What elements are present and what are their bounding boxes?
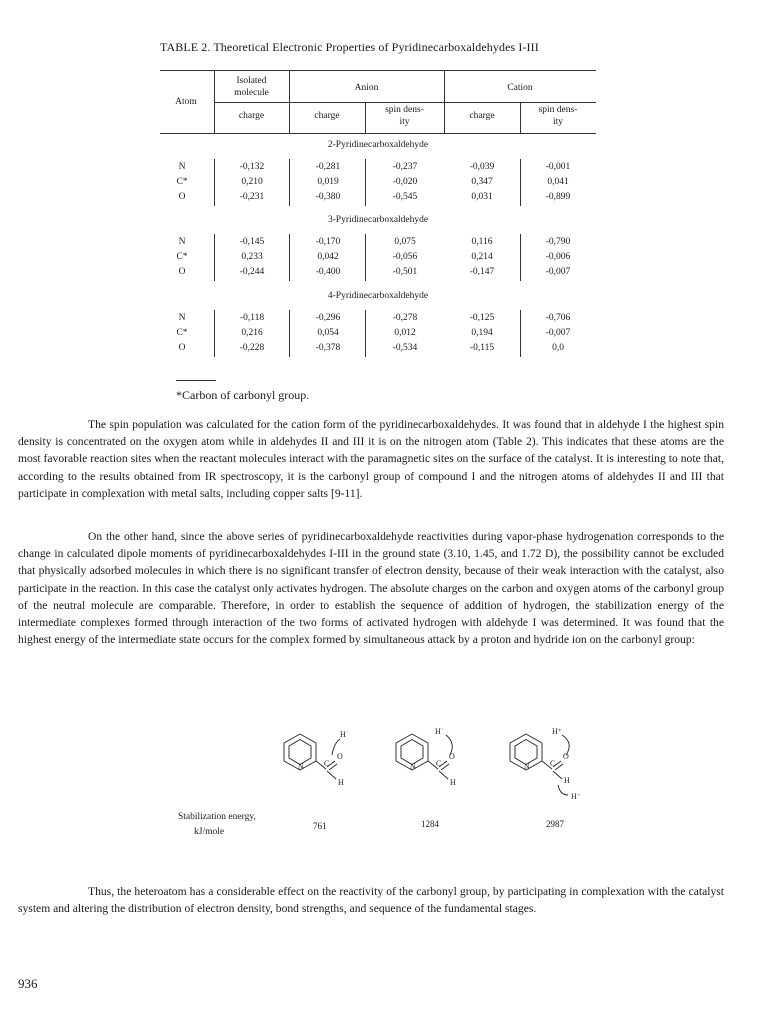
footnote-rule [176,380,216,381]
atom-label: O [178,343,186,353]
atom-label: C* [176,328,188,338]
atom-label: N [178,237,186,247]
atom-c-2: C [436,759,442,768]
cell-value: 0,012 [394,328,416,338]
cell-value: -0,400 [315,267,341,277]
atom-label: N [178,313,186,323]
cell-value: -0,231 [239,192,265,202]
c-h-bond-1 [327,771,336,779]
cell-value: -0,145 [239,237,265,247]
cell-value: -0,501 [392,267,418,277]
header-anion: Anion [354,83,379,93]
cell-value: -0,118 [239,313,265,323]
cell-value: -0,278 [392,313,418,323]
structure-2 [396,734,452,779]
table-caption: TABLE 2. Theoretical Electronic Properties of Pyridinecarboxaldehydes I-III [160,40,539,54]
row-divider [365,234,366,281]
header-mid-rule [214,102,596,103]
cell-value: 0,210 [241,177,263,187]
cell-value: -0,147 [469,267,495,277]
cell-value: -0,790 [545,237,571,247]
atom-label: C* [176,252,188,262]
cell-value: -0,237 [392,162,418,172]
aromatic-inner-ring-1 [289,740,311,765]
atom-h-3: H [564,776,570,785]
paragraph-conclusion: Thus, the heteroatom has a considerable effect on the reactivity of the carbonyl group, by participating in complexation with the catalyst system and altering the distribution of electron density, bond strengths, and sequence of the fundamental stages. [18,885,724,916]
cell-value: -0,056 [392,252,418,262]
cell-value: -0,244 [239,267,265,277]
stabilization-energy-label [178,810,256,840]
header-anion-spin-line1: spin dens- [385,105,424,115]
atom-o-1: O [337,752,343,761]
paragraph-spin-population: The spin population was calculated for the cation form of the pyridinecarboxaldehydes. It was found that in aldehyde I the highest spin density is concentrated on the oxygen atom while in aldehydes II and III it is on the nitrogen atom (Table 2). This indicates that these atoms are the most favorable reaction sites when the reactant molecules interact with the paramagnetic sites on the surface of the catalyst. It is interesting to note that, according to the results obtained from IR spectroscopy, it is the carbonyl group of compound I and the nitrogen atoms of aldehydes II and III that participate in complexation with metal salts, including copper salts [9-11]. [18,418,724,500]
cell-value: 0,194 [471,328,493,338]
structure-3 [510,734,569,795]
atom-label: O [178,267,186,277]
header-cation-spin-line2: ity [552,117,564,127]
cell-value: -0,001 [545,162,571,172]
reaction-scheme [270,725,600,805]
cell-value: 0,116 [471,237,493,247]
atom-c-1: C [324,759,330,768]
structure-1 [284,734,340,779]
row-divider [214,234,215,281]
cell-value: -0,534 [392,343,418,353]
cell-value: 0,0 [552,343,564,353]
table-footnote: *Carbon of carbonyl group. [176,388,310,402]
page-number: 936 [18,976,38,991]
cell-value: -0,125 [469,313,495,323]
cell-value: -0,380 [315,192,341,202]
header-isolated-line1: Isolated [236,76,267,86]
cell-value: -0,007 [545,328,571,338]
cell-value: 0,347 [471,177,493,187]
atom-o-3: O [563,752,569,761]
aromatic-inner-ring-3 [515,740,537,765]
atom-h-radical-2: H˙ [435,727,444,736]
row-divider [365,310,366,357]
row-divider [289,159,290,206]
section-title-2-pyridine: 2-Pyridinecarboxaldehyde [327,140,429,150]
cell-value: 0,216 [241,328,263,338]
atom-h-proton-3: H⁺ [552,727,562,736]
atom-c-3: C [550,759,556,768]
attack-arrow-hydride [558,785,568,795]
header-atom: Atom [175,97,197,107]
section-title-4-pyridine: 4-Pyridinecarboxaldehyde [327,291,429,301]
cell-value: -0,006 [545,252,571,262]
cell-value: -0,228 [239,343,265,353]
aromatic-inner-ring-2 [401,740,423,765]
cell-value: -0,899 [545,192,571,202]
atom-h-1: H [338,778,344,787]
stabilization-label-line2: kJ/mole [194,827,225,837]
table-top-rule [160,70,596,71]
row-divider [520,310,521,357]
row-divider [365,159,366,206]
c-h-bond-2 [439,771,448,779]
header-anion-charge: charge [314,111,340,121]
header-isolated-charge: charge [238,111,265,121]
row-divider [289,310,290,357]
cell-value: -0,545 [392,192,418,202]
header-bottom-rule [160,133,596,134]
cell-value: 0,214 [471,252,493,262]
cell-value: -0,281 [315,162,341,172]
cell-value: -0,170 [315,237,341,247]
c-h-bond-3 [553,771,562,779]
row-divider [214,159,215,206]
atom-n-3: N [524,762,530,771]
cell-value: -0,115 [469,343,495,353]
cell-value: -0,020 [392,177,418,187]
cell-value: 0,031 [471,192,493,202]
cell-value: -0,039 [469,162,495,172]
header-cation: Cation [507,83,533,93]
header-anion-spin-line2: ity [399,117,410,127]
atom-n-1: N [298,762,304,771]
atom-label: C* [176,177,188,187]
header-divider-3 [444,70,445,133]
atom-h-2: H [450,778,456,787]
header-divider-2 [289,70,290,133]
row-divider [289,234,290,281]
row-divider [214,310,215,357]
atom-label: N [178,162,186,172]
atom-n-2: N [410,762,416,771]
cell-value: 0,233 [241,252,263,262]
section-title-3-pyridine: 3-Pyridinecarboxaldehyde [327,215,429,225]
header-cation-spin-line1: spin dens- [538,105,578,115]
energy-value-1: 761 [313,821,327,831]
cell-value: 0,042 [317,252,339,262]
cell-value: -0,296 [315,313,341,323]
stabilization-label-line1: Stabilization energy, [178,812,256,822]
cell-value: -0,132 [239,162,265,172]
cell-value: 0,019 [317,177,339,187]
row-divider [520,159,521,206]
energy-value-3: 2987 [546,819,564,829]
atom-label: O [178,192,186,202]
header-isolated-line2: molecule [234,88,269,98]
energy-value-2: 1284 [421,819,439,829]
atom-h-radical-1: H˙ [340,730,349,739]
header-cation-charge: charge [469,111,495,121]
cell-value: 0,054 [317,328,339,338]
atom-h-hydride-3: H⁻ [571,792,581,801]
paragraph-dipole-moments: On the other hand, since the above series of pyridinecarboxaldehyde reactivities during vapor-phase hydrogenation corresponds to the change in calculated dipole moments of pyridinecarboxaldehydes I-III in the ground state (3.10, 1.45, and 1.72 D), the possibility cannot be excluded that physically adsorbed molecules in which there is no significant transfer of electron density, because of their weak interaction with the catalyst, also participate in the reaction. In this case the catalyst only activates hydrogen. The absolute charges on the carbon and oxygen atoms of the carbonyl group of the neutral molecule are comparable. Therefore, in order to establish the sequence of addition of hydrogen, the stabilization energy of the intermediate complexes formed through interaction of the two forms of activated hydrogen with aldehyde I was determined. It was found that the highest energy of the intermediate state occurs for the complex formed by simultaneous attack by a proton and hydride ion on the carbonyl group: [18,530,724,647]
row-divider [520,234,521,281]
atom-o-2: O [449,752,455,761]
cell-value: -0,007 [545,267,571,277]
cell-value: -0,706 [545,313,571,323]
cell-value: 0,075 [394,237,416,247]
cell-value: -0,378 [315,343,341,353]
cell-value: 0,041 [547,177,569,187]
